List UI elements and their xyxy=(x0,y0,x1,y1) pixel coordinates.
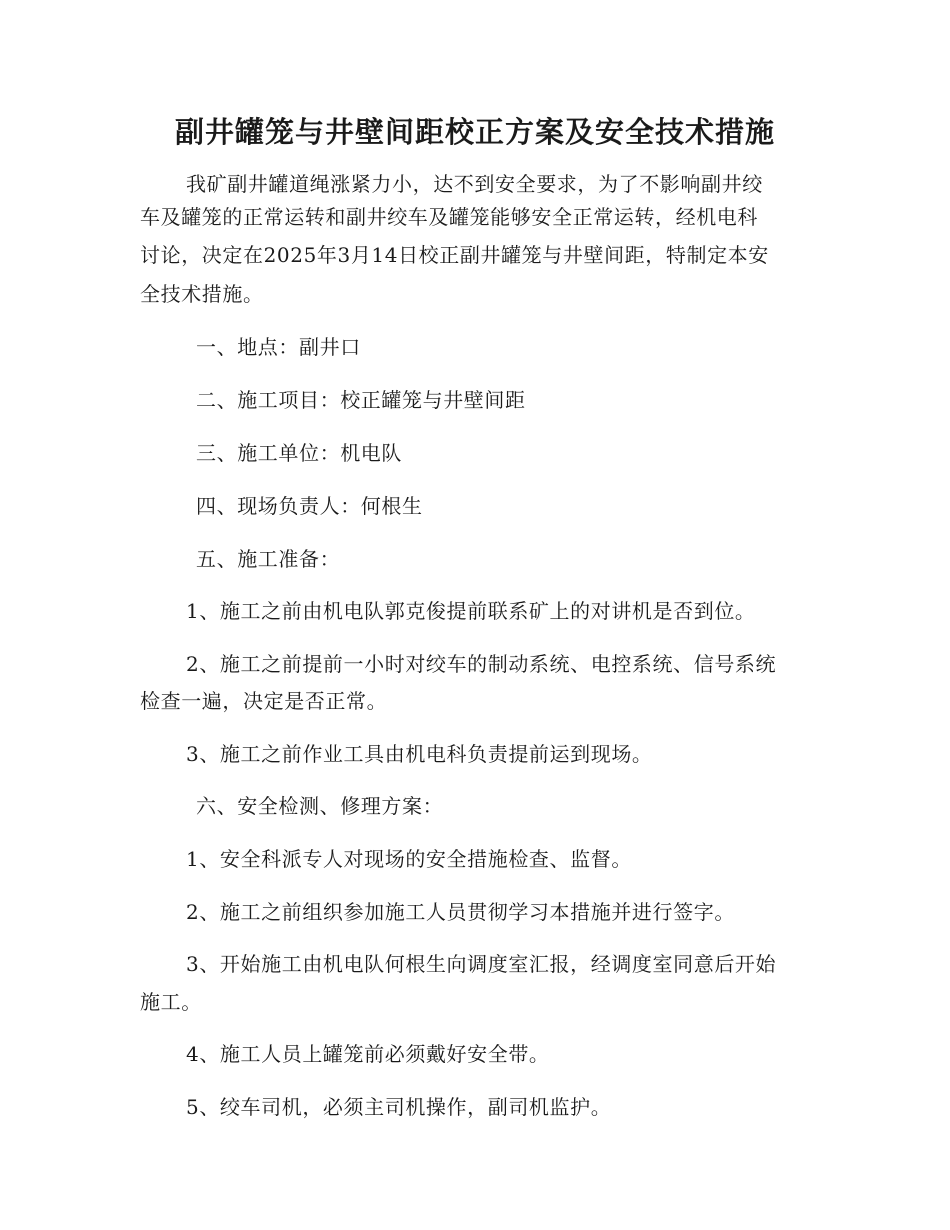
safety-item-3: 3、开始施工由机电队何根生向调度室汇报，经调度室同意后开始 xyxy=(186,952,777,976)
section-unit: 三、施工单位：机电队 xyxy=(196,441,402,465)
intro-line-3: 讨论，决定在2025年3月14日校正副井罐笼与井壁间距，特制定本安 xyxy=(140,243,769,267)
preparation-item-3: 3、施工之前作业工具由机电科负责提前运到现场。 xyxy=(186,742,653,766)
safety-item-5: 5、绞车司机，必须主司机操作，副司机监护。 xyxy=(186,1095,612,1119)
safety-item-1: 1、安全科派专人对现场的安全措施检查、监督。 xyxy=(186,847,632,871)
intro-line-1: 我矿副井罐道绳涨紧力小，达不到安全要求，为了不影响副井绞 xyxy=(186,172,763,196)
safety-item-3-cont: 施工。 xyxy=(140,990,202,1014)
section-preparation-heading: 五、施工准备： xyxy=(196,547,341,571)
section-project: 二、施工项目：校正罐笼与井壁间距 xyxy=(196,388,526,412)
section-location: 一、地点：副井口 xyxy=(196,335,361,359)
document-title: 副井罐笼与井壁间距校正方案及安全技术措施 xyxy=(174,115,775,149)
intro-line-4: 全技术措施。 xyxy=(140,282,264,306)
safety-item-4: 4、施工人员上罐笼前必须戴好安全带。 xyxy=(186,1042,550,1066)
preparation-item-2: 2、施工之前提前一小时对绞车的制动系统、电控系统、信号系统 xyxy=(186,652,777,676)
preparation-item-1: 1、施工之前由机电队郭克俊提前联系矿上的对讲机是否到位。 xyxy=(186,599,756,623)
intro-line-2: 车及罐笼的正常运转和副井绞车及罐笼能够安全正常运转，经机电科 xyxy=(140,205,758,229)
preparation-item-2-cont: 检查一遍，决定是否正常。 xyxy=(140,689,388,713)
safety-item-2: 2、施工之前组织参加施工人员贯彻学习本措施并进行签字。 xyxy=(186,900,735,924)
safety-heading: 六、安全检测、修理方案： xyxy=(196,794,444,818)
section-person-in-charge: 四、现场负责人：何根生 xyxy=(196,494,423,518)
